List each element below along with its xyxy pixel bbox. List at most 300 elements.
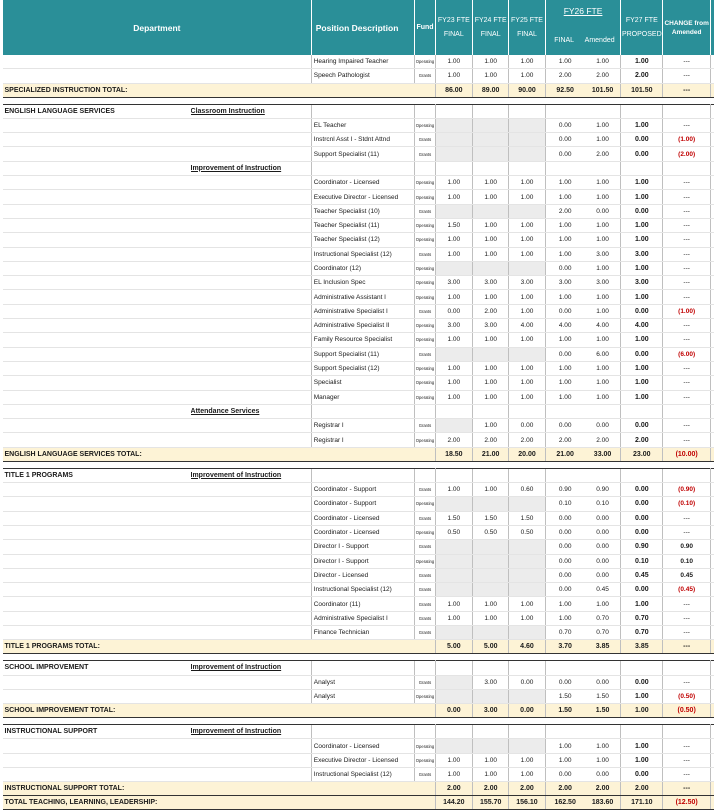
fy26-amended-value: 0.90 — [585, 483, 621, 497]
fund-label: Operating — [415, 525, 435, 539]
section-row — [3, 161, 715, 175]
section-name: Improvement of Instruction — [191, 161, 312, 175]
row-end — [711, 483, 714, 497]
section-empty — [191, 390, 312, 404]
change-value: --- — [663, 511, 711, 525]
fy25-value — [509, 625, 545, 639]
section-name: Attendance Services — [191, 404, 312, 418]
position-row — [3, 176, 715, 190]
fy26-amended-value: 0.00 — [585, 419, 621, 433]
section-empty — [191, 597, 312, 611]
position-row — [3, 583, 715, 597]
position-description: Administrative Assistant I — [311, 290, 415, 304]
fy26-final-value: 1.00 — [545, 739, 585, 753]
position-description: Coordinator - Licensed — [311, 525, 415, 539]
fy26-amended-value: 6.00 — [585, 347, 621, 361]
total-label: TOTAL TEACHING, LEARNING, LEADERSHIP: — [3, 796, 436, 810]
change-value: 0.90 — [663, 540, 711, 554]
section-empty — [191, 233, 312, 247]
section-row — [3, 404, 715, 418]
fy23-value: 1.00 — [435, 768, 472, 782]
fy26-amended-value: 0.00 — [585, 525, 621, 539]
fy24-empty — [473, 468, 509, 482]
header-fund: Fund — [415, 0, 435, 55]
fy27-proposed-value: 3.85 — [621, 640, 663, 654]
fy24-value: 155.70 — [473, 796, 509, 810]
row-end — [711, 419, 714, 433]
position-row — [3, 233, 715, 247]
fy24-value: 1.00 — [473, 247, 509, 261]
fy26-final-value: 0.00 — [545, 675, 585, 689]
position-row — [3, 433, 715, 447]
position-description: Instructional Specialist (12) — [311, 583, 415, 597]
fy26-final-value: 0.00 — [545, 118, 585, 132]
fy25-value: 1.00 — [509, 361, 545, 375]
fy23-value: 3.00 — [435, 276, 472, 290]
fy23-value: 2.00 — [435, 782, 472, 796]
fy23-value: 1.00 — [435, 290, 472, 304]
department-empty — [3, 583, 191, 597]
fy26-amended-value: 1.00 — [585, 597, 621, 611]
fy24-value: 1.00 — [473, 69, 509, 83]
fy24-value: 3.00 — [473, 319, 509, 333]
fund-label: Grants — [415, 419, 435, 433]
fy23-value: 18.50 — [435, 447, 472, 461]
fy24-value — [473, 497, 509, 511]
department-empty — [3, 118, 191, 132]
section-empty — [191, 118, 312, 132]
fund-empty — [415, 404, 435, 418]
fy26-amended-value: 33.00 — [585, 447, 621, 461]
row-end — [711, 218, 714, 232]
fy27-proposed-value: 101.50 — [621, 83, 663, 97]
fy23-value — [435, 133, 472, 147]
fy24-value: 1.00 — [473, 218, 509, 232]
change-value: (0.10) — [663, 497, 711, 511]
change-empty — [663, 404, 711, 418]
fund-label: Operating — [415, 433, 435, 447]
fy26-final-value: 1.00 — [545, 290, 585, 304]
section-empty — [191, 419, 312, 433]
position-row — [3, 497, 715, 511]
fy25-value — [509, 568, 545, 582]
section-empty — [191, 497, 312, 511]
position-row — [3, 55, 715, 69]
fy23-value: 1.50 — [435, 511, 472, 525]
row-end — [711, 118, 714, 132]
change-value: --- — [663, 319, 711, 333]
fy26-amended-value: 1.50 — [585, 704, 621, 718]
fy26-amended-value: 4.00 — [585, 319, 621, 333]
department-empty — [3, 133, 191, 147]
department-empty — [3, 290, 191, 304]
row-end — [711, 768, 714, 782]
fy23-value — [435, 204, 472, 218]
header-change: CHANGE from Amended — [663, 0, 711, 55]
fy25-value — [509, 739, 545, 753]
fund-label: Operating — [415, 218, 435, 232]
department-empty — [3, 597, 191, 611]
fy26-final-value: 0.00 — [545, 568, 585, 582]
department-empty — [3, 147, 191, 161]
position-row — [3, 525, 715, 539]
fy24-value: 1.00 — [473, 233, 509, 247]
fy25-value: 1.00 — [509, 304, 545, 318]
position-description: EL Inclusion Spec — [311, 276, 415, 290]
department-empty — [3, 739, 191, 753]
fy25-value — [509, 540, 545, 554]
position-row — [3, 568, 715, 582]
position-empty — [311, 725, 415, 739]
fy23-value — [435, 689, 472, 703]
spacer-row — [3, 718, 715, 725]
department-row — [3, 104, 715, 118]
position-row — [3, 611, 715, 625]
position-row — [3, 768, 715, 782]
fy23-value: 2.00 — [435, 433, 472, 447]
fy26-amended-empty — [585, 161, 621, 175]
change-value: --- — [663, 276, 711, 290]
department-empty — [3, 689, 191, 703]
position-description: Administrative Specialist I — [311, 304, 415, 318]
position-description: Instructional Specialist (12) — [311, 247, 415, 261]
change-value: --- — [663, 247, 711, 261]
position-row — [3, 319, 715, 333]
fy24-value — [473, 261, 509, 275]
row-end — [711, 525, 714, 539]
total-row — [3, 83, 715, 97]
position-row — [3, 483, 715, 497]
department-empty — [3, 319, 191, 333]
fund-label: Grants — [415, 511, 435, 525]
fy27-proposed-value: 0.00 — [621, 511, 663, 525]
fy26-final-value: 0.00 — [545, 261, 585, 275]
fy26-amended-value: 0.70 — [585, 625, 621, 639]
position-empty — [311, 404, 415, 418]
fy27-proposed-value: 1.00 — [621, 689, 663, 703]
change-value: --- — [663, 233, 711, 247]
position-row — [3, 739, 715, 753]
fy23-value: 1.00 — [435, 361, 472, 375]
fy23-value — [435, 554, 472, 568]
fy26-final-value: 1.00 — [545, 753, 585, 767]
fy25-value: 1.00 — [509, 176, 545, 190]
fy24-empty — [473, 104, 509, 118]
fund-label: Operating — [415, 55, 435, 69]
department-empty — [3, 247, 191, 261]
fy27-proposed-value: 1.00 — [621, 390, 663, 404]
fy26-amended-value: 1.00 — [585, 176, 621, 190]
fy25-value: 1.00 — [509, 69, 545, 83]
change-empty — [663, 104, 711, 118]
fy26-final-value: 1.00 — [545, 190, 585, 204]
position-row — [3, 333, 715, 347]
change-value: (1.00) — [663, 133, 711, 147]
fy24-value: 5.00 — [473, 640, 509, 654]
change-value: --- — [663, 433, 711, 447]
fy23-value: 5.00 — [435, 640, 472, 654]
fy23-value: 1.00 — [435, 753, 472, 767]
fy25-empty — [509, 661, 545, 675]
fy27-proposed-value: 0.00 — [621, 675, 663, 689]
fy26-amended-value: 1.00 — [585, 233, 621, 247]
fy26-amended-value: 2.00 — [585, 147, 621, 161]
fy26-final-value: 4.00 — [545, 319, 585, 333]
department-empty — [3, 433, 191, 447]
fund-label: Operating — [415, 176, 435, 190]
department-empty — [3, 69, 191, 83]
fy26-final-value: 92.50 — [545, 83, 585, 97]
section-empty — [191, 69, 312, 83]
fund-label: Grants — [415, 597, 435, 611]
fy26-amended-value: 1.00 — [585, 361, 621, 375]
fy26-amended-value: 0.00 — [585, 675, 621, 689]
fund-label: Operating — [415, 689, 435, 703]
department-empty — [3, 625, 191, 639]
row-end — [711, 540, 714, 554]
fund-label: Operating — [415, 333, 435, 347]
change-empty — [663, 161, 711, 175]
change-empty — [663, 468, 711, 482]
fund-label: Grants — [415, 483, 435, 497]
fy24-value: 3.00 — [473, 276, 509, 290]
position-description: Director I - Support — [311, 554, 415, 568]
fy27-proposed-value: 0.70 — [621, 625, 663, 639]
change-value: --- — [663, 376, 711, 390]
change-value: --- — [663, 625, 711, 639]
row-end — [711, 304, 714, 318]
fy24-value — [473, 568, 509, 582]
fy26-final-value: 2.00 — [545, 204, 585, 218]
fy27-empty — [621, 104, 663, 118]
department-empty — [3, 176, 191, 190]
fund-label: Grants — [415, 347, 435, 361]
fy27-proposed-value: 2.00 — [621, 782, 663, 796]
fy26-amended-empty — [585, 468, 621, 482]
fy24-empty — [473, 725, 509, 739]
row-end — [711, 261, 714, 275]
row-end — [711, 147, 714, 161]
position-description: Coordinator - Licensed — [311, 176, 415, 190]
fy26-final-empty — [545, 161, 585, 175]
row-end — [711, 361, 714, 375]
department-empty — [3, 347, 191, 361]
position-row — [3, 147, 715, 161]
row-end — [711, 133, 714, 147]
section-name: Improvement of Instruction — [191, 661, 312, 675]
fy26-final-value: 1.00 — [545, 247, 585, 261]
fy24-value: 1.00 — [473, 597, 509, 611]
section-empty — [191, 611, 312, 625]
fy27-proposed-value: 1.00 — [621, 597, 663, 611]
change-value: (0.50) — [663, 704, 711, 718]
fy26-amended-value: 1.00 — [585, 133, 621, 147]
fy24-value: 1.00 — [473, 55, 509, 69]
row-end — [711, 333, 714, 347]
fy26-amended-value: 0.00 — [585, 540, 621, 554]
fy25-value: 0.50 — [509, 525, 545, 539]
change-empty — [663, 725, 711, 739]
row-end — [711, 204, 714, 218]
fy23-value: 1.50 — [435, 218, 472, 232]
section-empty — [191, 319, 312, 333]
fy26-amended-value: 1.00 — [585, 218, 621, 232]
department-empty — [3, 675, 191, 689]
fy26-amended-value: 0.10 — [585, 497, 621, 511]
position-description: Family Resource Specialist — [311, 333, 415, 347]
position-description: Analyst — [311, 689, 415, 703]
fund-label: Grants — [415, 583, 435, 597]
fy25-empty — [509, 404, 545, 418]
fy27-proposed-value: 1.00 — [621, 190, 663, 204]
section-empty — [191, 433, 312, 447]
fy25-value: 0.00 — [509, 675, 545, 689]
fy23-value — [435, 675, 472, 689]
fy26-amended-value: 1.00 — [585, 118, 621, 132]
fy27-proposed-value: 1.00 — [621, 118, 663, 132]
fy25-value: 1.00 — [509, 390, 545, 404]
fy23-value: 1.00 — [435, 483, 472, 497]
row-end — [711, 796, 714, 810]
header-fy24: FY24 FTE FINAL — [473, 0, 509, 55]
fy26-final-value: 1.00 — [545, 333, 585, 347]
department-name: INSTRUCTIONAL SUPPORT — [3, 725, 191, 739]
fy27-empty — [621, 725, 663, 739]
fy24-value: 1.00 — [473, 768, 509, 782]
fy25-value: 1.50 — [509, 511, 545, 525]
fy26-final-value: 2.00 — [545, 433, 585, 447]
section-empty — [191, 583, 312, 597]
total-row — [3, 640, 715, 654]
position-empty — [311, 468, 415, 482]
fy27-empty — [621, 468, 663, 482]
fy25-value: 20.00 — [509, 447, 545, 461]
fy23-value — [435, 739, 472, 753]
department-empty — [3, 768, 191, 782]
fy23-value: 1.00 — [435, 376, 472, 390]
total-label: TITLE 1 PROGRAMS TOTAL: — [3, 640, 436, 654]
fy24-value: 1.00 — [473, 753, 509, 767]
position-row — [3, 261, 715, 275]
fy25-value — [509, 347, 545, 361]
fy26-final-value: 0.10 — [545, 497, 585, 511]
fund-empty — [415, 468, 435, 482]
change-value: --- — [663, 768, 711, 782]
position-description: Instrcnl Asst I - Stdnt Attnd — [311, 133, 415, 147]
fy25-value: 90.00 — [509, 83, 545, 97]
fy27-proposed-value: 2.00 — [621, 69, 663, 83]
department-empty — [3, 419, 191, 433]
position-description: Teacher Specialist (11) — [311, 218, 415, 232]
fund-label: Operating — [415, 739, 435, 753]
position-description: Support Specialist (11) — [311, 147, 415, 161]
position-row — [3, 204, 715, 218]
change-value: --- — [663, 597, 711, 611]
fy23-empty — [435, 661, 472, 675]
fy26-final-empty — [545, 725, 585, 739]
fund-empty — [415, 661, 435, 675]
fy25-empty — [509, 468, 545, 482]
fy26-amended-value: 3.00 — [585, 276, 621, 290]
fy23-value: 86.00 — [435, 83, 472, 97]
fund-label: Grants — [415, 625, 435, 639]
fy26-final-value: 0.00 — [545, 554, 585, 568]
position-description: Coordinator - Licensed — [311, 511, 415, 525]
department-empty — [3, 261, 191, 275]
fy26-final-value: 0.00 — [545, 133, 585, 147]
fy26-amended-value: 101.50 — [585, 83, 621, 97]
department-empty — [3, 204, 191, 218]
fy24-value — [473, 147, 509, 161]
row-end — [711, 319, 714, 333]
fy25-value: 1.00 — [509, 753, 545, 767]
fy23-value: 0.50 — [435, 525, 472, 539]
fy27-proposed-value: 1.00 — [621, 753, 663, 767]
position-description: Hearing Impaired Teacher — [311, 55, 415, 69]
fy27-proposed-value: 0.00 — [621, 133, 663, 147]
change-value: --- — [663, 218, 711, 232]
fy27-proposed-value: 3.00 — [621, 247, 663, 261]
fy23-value — [435, 540, 472, 554]
department-empty — [3, 497, 191, 511]
header-fy25: FY25 FTE FINAL — [509, 0, 545, 55]
position-empty — [311, 104, 415, 118]
department-empty — [3, 55, 191, 69]
department-row — [3, 725, 715, 739]
fy27-empty — [621, 661, 663, 675]
position-description: Speech Pathologist — [311, 69, 415, 83]
section-name: Improvement of Instruction — [191, 725, 312, 739]
fy26-amended-value: 1.00 — [585, 739, 621, 753]
fy24-value: 2.00 — [473, 304, 509, 318]
position-description: Administrative Specialist II — [311, 319, 415, 333]
spacer-row — [3, 97, 715, 104]
fy27-proposed-value: 0.00 — [621, 204, 663, 218]
fy25-value: 1.00 — [509, 597, 545, 611]
change-value: 0.45 — [663, 568, 711, 582]
fy23-value: 1.00 — [435, 69, 472, 83]
row-end — [711, 554, 714, 568]
row-end — [711, 739, 714, 753]
fy26-amended-value: 1.00 — [585, 376, 621, 390]
position-description: Manager — [311, 390, 415, 404]
department-empty — [3, 218, 191, 232]
position-row — [3, 290, 715, 304]
fy27-proposed-value: 1.00 — [621, 55, 663, 69]
section-empty — [191, 261, 312, 275]
department-empty — [3, 568, 191, 582]
position-row — [3, 511, 715, 525]
change-value: --- — [663, 753, 711, 767]
fy23-value — [435, 347, 472, 361]
position-description: Support Specialist (12) — [311, 361, 415, 375]
fy25-value — [509, 204, 545, 218]
change-value: (10.00) — [663, 447, 711, 461]
fy23-value: 1.00 — [435, 390, 472, 404]
position-row — [3, 689, 715, 703]
fund-label: Operating — [415, 376, 435, 390]
fy26-amended-empty — [585, 104, 621, 118]
fy24-value — [473, 133, 509, 147]
fy27-proposed-value: 0.00 — [621, 768, 663, 782]
fund-label: Operating — [415, 118, 435, 132]
spacer-row — [3, 461, 715, 468]
fy25-value: 1.00 — [509, 376, 545, 390]
header-fy23: FY23 FTE FINAL — [435, 0, 472, 55]
section-empty — [191, 554, 312, 568]
change-value: --- — [663, 176, 711, 190]
position-row — [3, 376, 715, 390]
